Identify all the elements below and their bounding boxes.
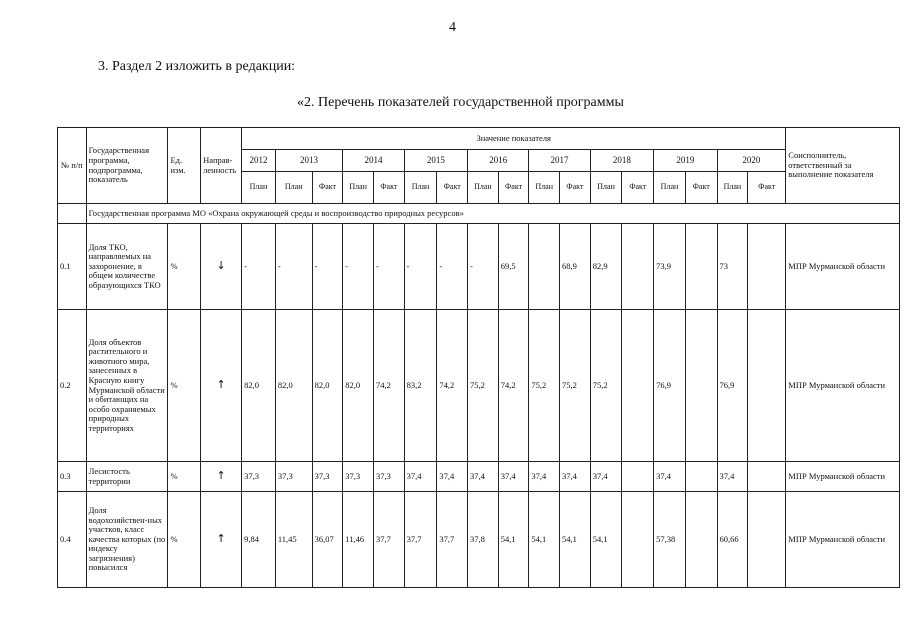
row-value-cell: 83,2 [404,310,437,462]
row-value-cell: 82,9 [590,224,622,310]
row-value-cell: 37,4 [498,462,529,492]
header-year: 2015 [404,150,467,172]
row-value-cell: 54,1 [529,492,560,588]
header-fact: Факт [685,172,717,204]
header-num: № п/п [58,128,87,204]
row-value-cell: 57,38 [654,492,686,588]
row-value-cell: 76,9 [717,310,748,462]
header-year: 2020 [717,150,786,172]
header-fact: Факт [498,172,529,204]
header-fact: Факт [622,172,654,204]
direction-arrow-icon: ↑ [201,462,242,492]
row-value-cell: - [242,224,276,310]
row-value-cell [685,310,717,462]
row-indicator-name: Доля объектов растительного и животного мира, занесенных в Красную книгу Мурманской области и обитающих на особо охраняемых природных территориях [86,310,168,462]
row-value-cell: 37,4 [529,462,560,492]
header-coexecutor: Соисполнитель, ответственный за выполнение показателя [786,128,900,204]
row-value-cell [748,310,786,462]
header-fact: Факт [373,172,404,204]
row-value-cell: - [275,224,312,310]
row-value-cell: 82,0 [242,310,276,462]
page-number: 4 [449,20,456,35]
header-plan: План [242,172,276,204]
row-value-cell: 9,84 [242,492,276,588]
row-num: 0.4 [58,492,87,588]
table-row [58,310,900,462]
header-direction: Направ-ленность [201,128,242,204]
header-fact: Факт [748,172,786,204]
row-value-cell: 73 [717,224,748,310]
table-row [58,492,900,588]
row-value-cell: - [343,224,374,310]
header-unit: Ед. изм. [168,128,201,204]
header-plan: План [404,172,437,204]
row-value-cell [748,492,786,588]
row-value-cell [685,462,717,492]
row-value-cell: - [468,224,499,310]
row-value-cell: 37,4 [404,462,437,492]
header-year: 2012 [242,150,276,172]
header-plan: План [468,172,499,204]
header-plan: План [275,172,312,204]
row-value-cell: 37,4 [437,462,468,492]
header-fact: Факт [560,172,591,204]
row-value-cell: 73,9 [654,224,686,310]
row-value-cell: - [312,224,343,310]
indicators-table [57,127,900,588]
row-num: 0.3 [58,462,87,492]
row-value-cell: 37,3 [275,462,312,492]
row-unit: % [168,492,201,588]
row-value-cell: 75,2 [560,310,591,462]
table-title: «2. Перечень показателей государственной программы [297,95,624,110]
header-plan: План [590,172,622,204]
row-indicator-name: Лесистость территории [86,462,168,492]
row-value-cell: 36,07 [312,492,343,588]
row-value-cell: 54,1 [560,492,591,588]
row-value-cell: 75,2 [468,310,499,462]
header-year: 2014 [343,150,404,172]
program-row-title: Государственная программа МО «Охрана окружающей среды и воспроизводство природных ресурсов» [86,204,899,224]
row-value-cell: 37,8 [468,492,499,588]
header-value-group: Значение показателя [242,128,786,150]
header-fact: Факт [437,172,468,204]
row-value-cell: 74,2 [437,310,468,462]
row-value-cell [748,224,786,310]
row-value-cell: 37,7 [404,492,437,588]
row-coexecutor: МПР Мурманской области [786,492,900,588]
header-plan: План [717,172,748,204]
row-value-cell: 74,2 [498,310,529,462]
row-value-cell: 37,4 [654,462,686,492]
direction-arrow-icon: ↑ [201,310,242,462]
row-value-cell: 37,3 [242,462,276,492]
table-row [58,224,900,310]
header-plan: План [529,172,560,204]
row-value-cell: - [437,224,468,310]
direction-arrow-icon: ↓ [201,224,242,310]
row-coexecutor: МПР Мурманской области [786,224,900,310]
row-value-cell: - [404,224,437,310]
row-value-cell: 74,2 [373,310,404,462]
row-value-cell [622,224,654,310]
header-year: 2013 [275,150,342,172]
row-value-cell: 54,1 [498,492,529,588]
row-value-cell: 76,9 [654,310,686,462]
header-program: Государственная программа, подпрограмма, показатель [86,128,168,204]
header-year: 2016 [468,150,529,172]
row-value-cell: 11,45 [275,492,312,588]
row-value-cell [622,492,654,588]
header-year: 2018 [590,150,653,172]
header-year: 2017 [529,150,590,172]
row-value-cell: 75,2 [529,310,560,462]
row-value-cell: 69,5 [498,224,529,310]
header-plan: План [654,172,686,204]
row-unit: % [168,224,201,310]
row-value-cell: 37,4 [717,462,748,492]
table-row [58,462,900,492]
row-value-cell: 75,2 [590,310,622,462]
row-value-cell: 37,3 [312,462,343,492]
row-unit: % [168,462,201,492]
row-value-cell: 11,46 [343,492,374,588]
row-value-cell [685,492,717,588]
row-value-cell: - [373,224,404,310]
header-year: 2019 [654,150,717,172]
row-num: 0.1 [58,224,87,310]
row-value-cell: 60,66 [717,492,748,588]
row-value-cell [685,224,717,310]
section-heading: 3. Раздел 2 изложить в редакции: [98,59,296,74]
header-plan: План [343,172,374,204]
row-coexecutor: МПР Мурманской области [786,462,900,492]
row-value-cell: 37,4 [560,462,591,492]
row-value-cell: 68,9 [560,224,591,310]
row-value-cell [529,224,560,310]
row-value-cell: 82,0 [275,310,312,462]
row-value-cell: 37,3 [373,462,404,492]
program-row-num [58,204,87,224]
row-value-cell: 37,4 [590,462,622,492]
row-indicator-name: Доля ТКО, направляемых на захоронение, в общем количестве образующихся ТКО [86,224,168,310]
row-unit: % [168,310,201,462]
row-value-cell: 37,7 [373,492,404,588]
row-value-cell: 37,4 [468,462,499,492]
row-value-cell: 82,0 [312,310,343,462]
header-fact: Факт [312,172,343,204]
direction-arrow-icon: ↑ [201,492,242,588]
row-value-cell [622,310,654,462]
row-indicator-name: Доля водохозяйствен-ных участков, класс качества которых (по индексу загрязнения) повысился [86,492,168,588]
row-value-cell [748,462,786,492]
row-value-cell: 54,1 [590,492,622,588]
row-coexecutor: МПР Мурманской области [786,310,900,462]
row-value-cell: 37,3 [343,462,374,492]
row-value-cell: 37,7 [437,492,468,588]
row-num: 0.2 [58,310,87,462]
row-value-cell [622,462,654,492]
row-value-cell: 82,0 [343,310,374,462]
